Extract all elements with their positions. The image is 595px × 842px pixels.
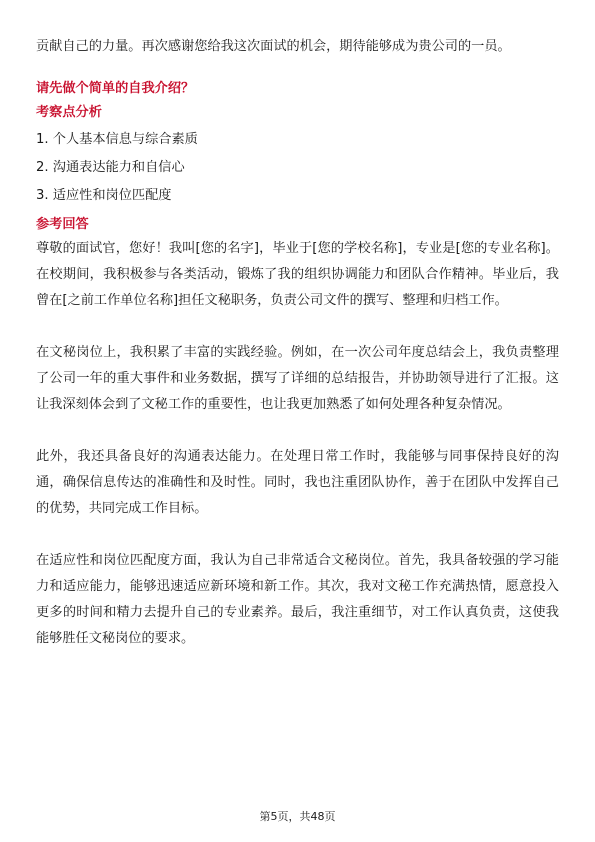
answer-paragraph: 在文秘岗位上，我积累了丰富的实践经验。例如，在一次公司年度总结会上，我负责整理了公司一年的重大事件和业务数据，撰写了详细的总结报告，并协助领导进行了汇报。这让我深刻体会到了文秘工作的重要性，也让我更加熟悉了如何处理各种复杂情况。 — [36, 345, 559, 412]
analysis-item: 1. 个人基本信息与综合素质 — [36, 132, 198, 147]
page-content — [36, 34, 559, 652]
reference-answer — [36, 236, 559, 652]
answer-paragraph: 此外，我还具备良好的沟通表达能力。在处理日常工作时，我能够与同事保持良好的沟通，确保信息传达的准确性和及时性。同时，我也注重团队协作，善于在团队中发挥自己的优势，共同完成工作目标。 — [36, 449, 559, 516]
answer-paragraph: 尊敬的面试官，您好！我叫[您的名字]，毕业于[您的学校名称]，专业是[您的专业名称]。在校期间，我积极参与各类活动，锻炼了我的组织协调能力和团队合作精神。毕业后，我曾在[之前工作单位名称]担任文秘职务，负责公司文件的撰写、整理和归档工作。 — [36, 241, 559, 308]
analysis-item: 2. 沟通表达能力和自信心 — [36, 160, 185, 175]
analysis-list — [36, 126, 559, 210]
page-number: 第5页，共48页 — [259, 810, 336, 823]
question-title: 请先做个简单的自我介绍？ — [36, 81, 195, 96]
reference-heading: 参考回答 — [36, 217, 89, 232]
intro-paragraph: 贡献自己的力量。再次感谢您给我这次面试的机会，期待能够成为贵公司的一员。 — [36, 39, 511, 54]
analysis-heading: 考察点分析 — [36, 105, 102, 120]
analysis-item: 3. 适应性和岗位匹配度 — [36, 188, 172, 203]
answer-paragraph: 在适应性和岗位匹配度方面，我认为自己非常适合文秘岗位。首先，我具备较强的学习能力和适应能力，能够迅速适应新环境和新工作。其次，我对文秘工作充满热情，愿意投入更多的时间和精力去提升自己的专业素养。最后，我注重细节，对工作认真负责，这使我能够胜任文秘岗位的要求。 — [36, 553, 559, 646]
